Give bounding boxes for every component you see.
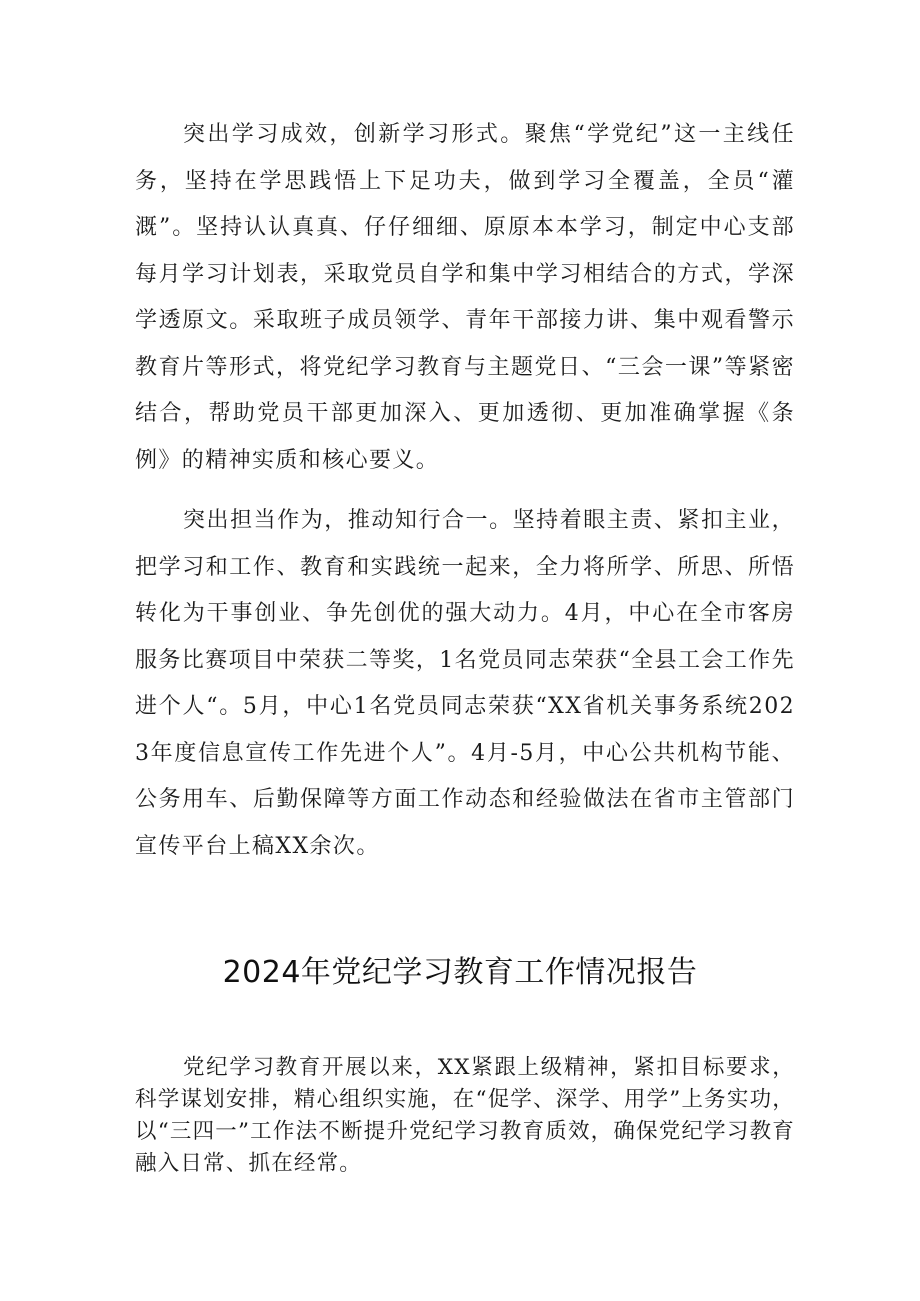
paragraph-responsibility: 突出担当作为，推动知行合一。坚持着眼主责、紧扣主业，把学习和工作、教育和实践统一起来，全力将所学、所思、所悟转化为干事创业、争先创优的强大动力。4月，中心在全市客房服务比赛项目中荣获二等奖，1名党员同志荣获“全县工会工作先进个人“。5月，中心1名党员同志荣获“XX省机关事务系统2023年度信息宣传工作先进个人”。4月-5月，中心公共机构节能、公务用车、后勤保障等方面工作动态和经验做法在省市主管部门宣传平台上稿XX余次。 (135, 508, 795, 859)
report-title: 2024年党纪学习教育工作情况报告 (222, 955, 698, 990)
paragraph-study-effect: 突出学习成效，创新学习形式。聚焦“学党纪”这一主线任务，坚持在学思践悟上下足功夫，做到学习全覆盖，全员“灌溉”。坚持认认真真、仔仔细细、原原本本学习，制定中心支部每月学习计划表，采取党员自学和集中学习相结合的方式，学深学透原文。采取班子成员领学、青年干部接力讲、集中观看警示教育片等形式，将党纪学习教育与主题党日、“三会一课”等紧密结合，帮助党员干部更加深入、更加透彻、更加准确掌握《条例》的精神实质和核心要义。 (135, 122, 795, 473)
paragraph-intro: 党纪学习教育开展以来，XX紧跟上级精神，紧扣目标要求，科学谋划安排，精心组织实施，在“促学、深学、用学”上务实功，以“三四一”工作法不断提升党纪学习教育质效，确保党纪学习教育融入日常、抓在经常。 (135, 1055, 795, 1176)
